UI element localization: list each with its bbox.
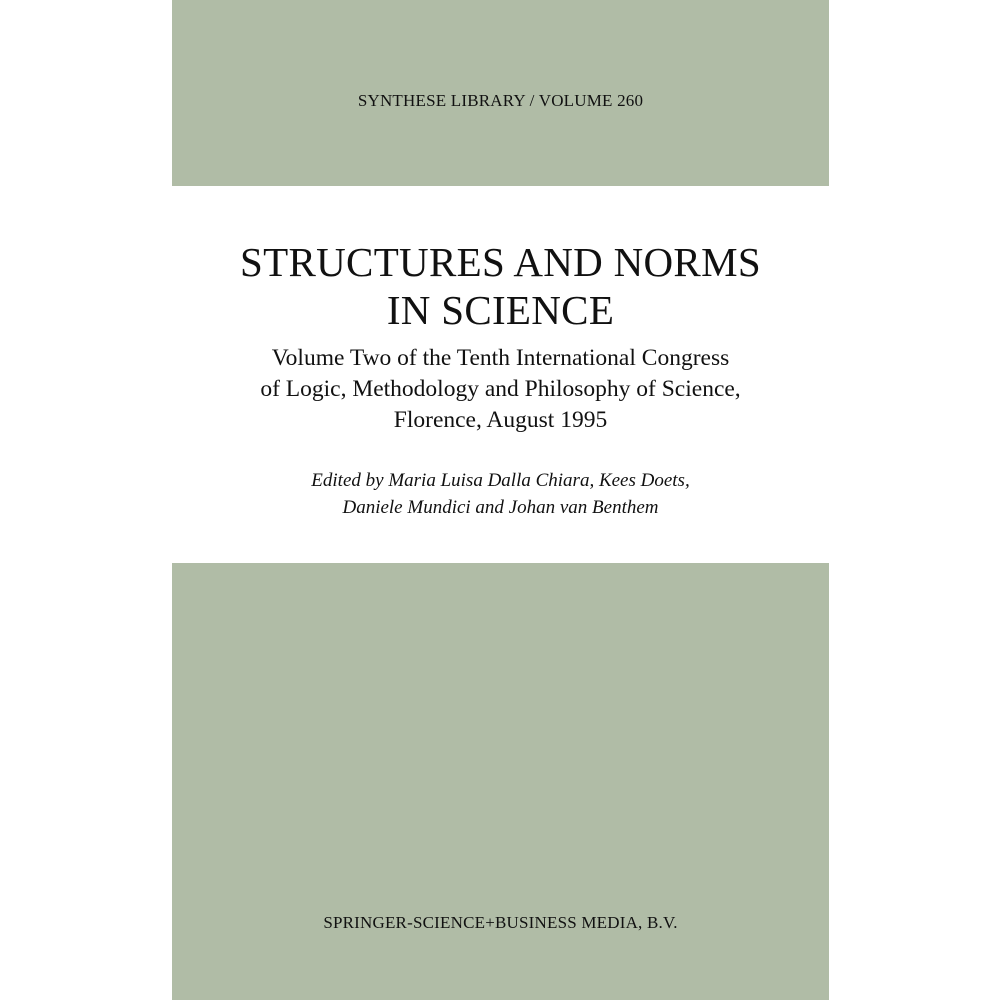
book-cover [172, 0, 829, 1000]
book-title [172, 238, 829, 334]
editor-line: Daniele Mundici and Johan van Benthem [342, 497, 659, 518]
bottom-color-band [172, 563, 829, 1000]
editor-line: Edited by Maria Luisa Dalla Chiara, Kees Doets, [311, 470, 690, 491]
series-label: SYNTHESE LIBRARY / VOLUME 260 [357, 91, 644, 110]
book-subtitle [172, 343, 829, 436]
subtitle-line: Florence, August 1995 [393, 407, 608, 433]
title-line: STRUCTURES AND NORMS [240, 239, 761, 285]
subtitle-line: of Logic, Methodology and Philosophy of Science, [260, 376, 741, 402]
publisher-label: SPRINGER-SCIENCE+BUSINESS MEDIA, B.V. [323, 913, 678, 932]
top-color-band [172, 0, 829, 186]
subtitle-line: Volume Two of the Tenth International Congress [271, 345, 730, 371]
editors-credit [172, 467, 829, 521]
title-line: IN SCIENCE [386, 287, 615, 333]
